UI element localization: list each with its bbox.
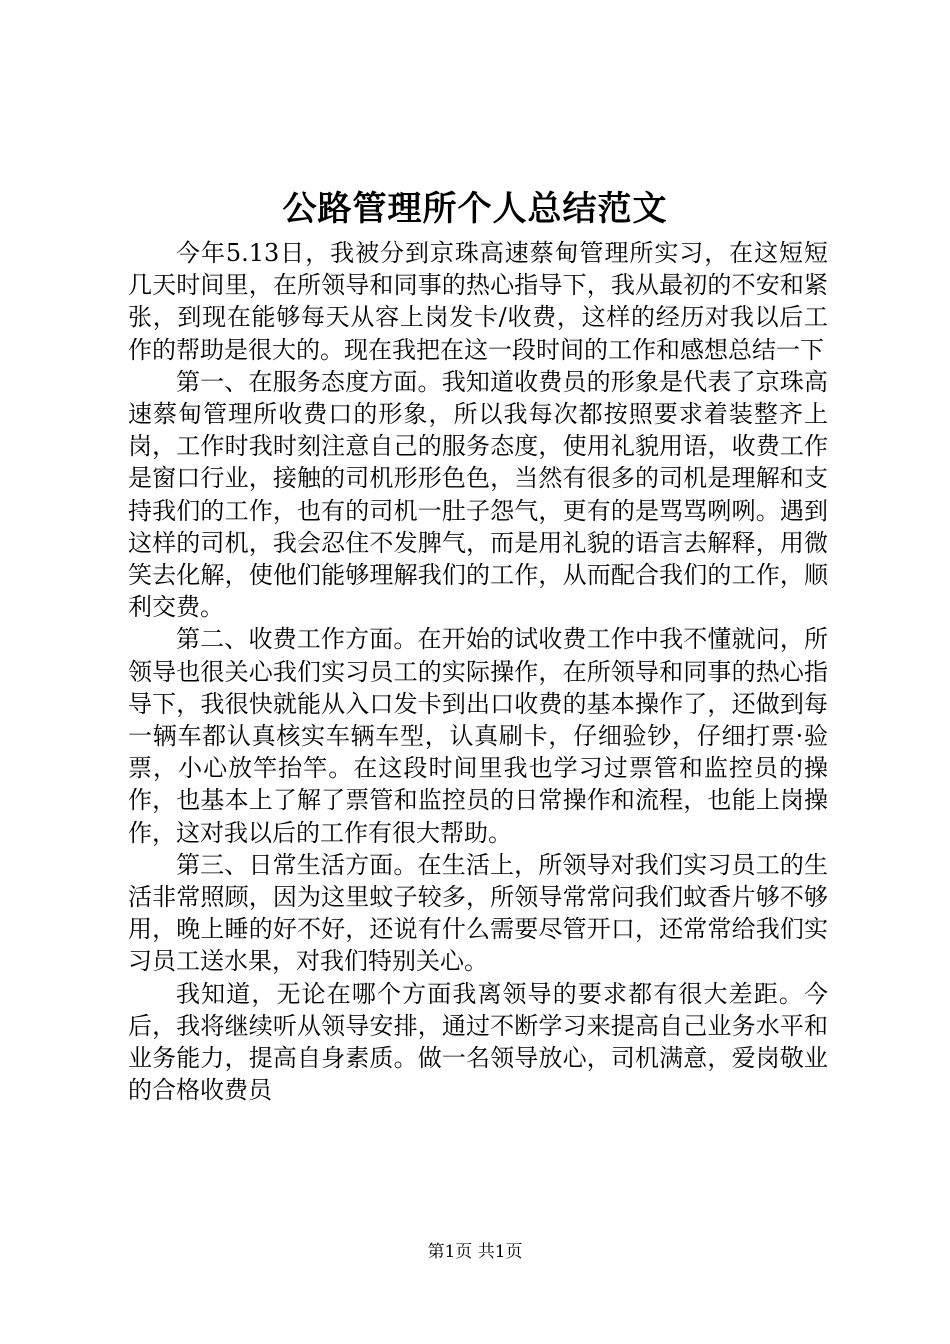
document-title: 公路管理所个人总结范文	[282, 189, 668, 229]
paragraph-conclusion: 我知道，无论在哪个方面我离领导的要求都有很大差距。今后，我将继续听从领导安排，通过不断学习来提高自己业务水平和业务能力，提高自身素质。做一名领导放心，司机满意，爱岗敬业的合格收费员	[128, 979, 828, 1105]
page-number-footer: 第1页 共1页	[427, 1242, 523, 1262]
paragraph-daily-life: 第三、日常生活方面。在生活上，所领导对我们实习员工的生活非常照顾，因为这里蚊子较多，所领导常常问我们蚊香片够不够用，晚上睡的好不好，还说有什么需要尽管开口，还常常给我们实习员工送水果，对我们特别关心。	[128, 850, 828, 976]
paragraph-intro: 今年5.13日，我被分到京珠高速蔡甸管理所实习，在这短短几天时间里，在所领导和同事的热心指导下，我从最初的不安和紧张，到现在能够每天从容上岗发卡/收费，这样的经历对我以后工作的帮助是很大的。现在我把在这一段时间的工作和感想总结一下	[128, 239, 828, 364]
document-body	[128, 237, 828, 1106]
paragraph-toll-work: 第二、收费工作方面。在开始的试收费工作中我不懂就问，所领导也很关心我们实习员工的实际操作，在所领导和同事的热心指导下，我很快就能从入口发卡到出口收费的基本操作了，还做到每一辆车都认真核实车辆车型，认真刷卡，仔细验钞，仔细打票·验票，小心放竿抬竿。在这段时间里我也学习过票管和监控员的操作，也基本上了解了票管和监控员的日常操作和流程，也能上岗操作，这对我以后的工作有很大帮助。	[128, 625, 828, 847]
paragraph-service-attitude: 第一、在服务态度方面。我知道收费员的形象是代表了京珠高速蔡甸管理所收费口的形象，所以我每次都按照要求着装整齐上岗，工作时我时刻注意自己的服务态度，使用礼貌用语，收费工作是窗口行业，接触的司机形形色色，当然有很多的司机是理解和支持我们的工作，也有的司机一肚子怨气，更有的是骂骂咧咧。遇到这样的司机，我会忍住不发脾气，而是用礼貌的语言去解释，用微笑去化解，使他们能够理解我们的工作，从而配合我们的工作，顺利交费。	[128, 367, 828, 622]
